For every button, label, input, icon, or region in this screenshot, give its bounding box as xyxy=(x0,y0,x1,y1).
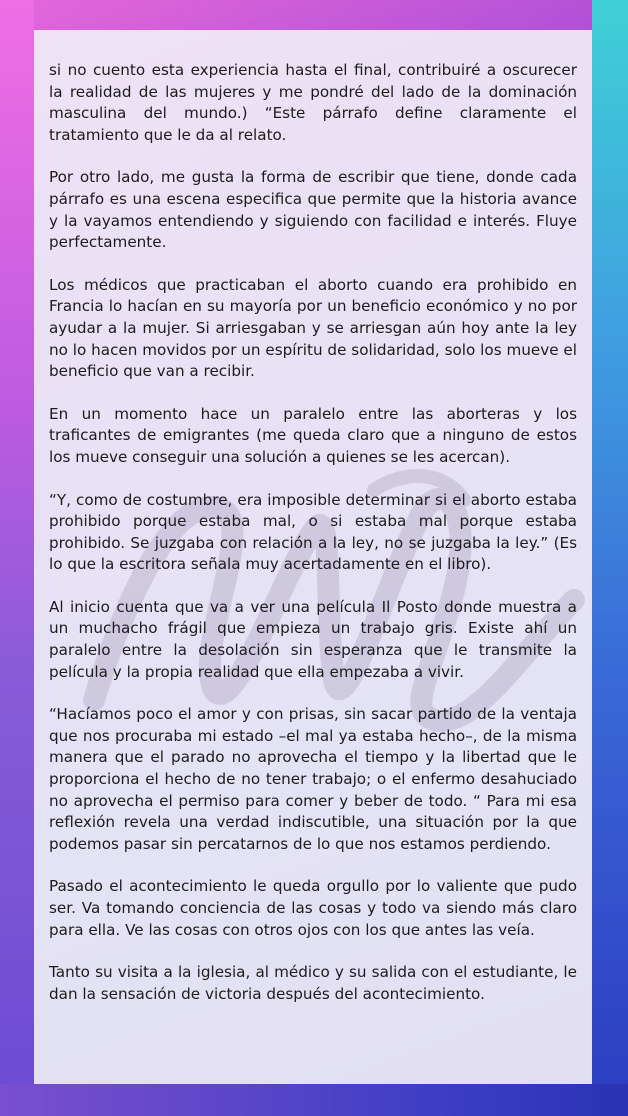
background-left-strip xyxy=(0,0,34,1116)
paragraph-5: “Y, como de costumbre, era imposible determinar si el aborto estaba prohibido porque estaba mal, o si estaba mal porque estaba prohibido. Se juzgaba con relación a la ley, no se juzgaba la ley.” (Es lo que la escritora señala muy acertadamente en el libro). xyxy=(49,490,577,574)
paragraph-7: “Hacíamos poco el amor y con prisas, sin sacar partido de la ventaja que nos procuraba mi estado –el mal ya estaba hecho–, de la misma manera que el parado no aprovecha el tiempo y la libertad que le proporciona el hecho de no tener trabajo; o el enfermo desahuciado no aprovecha el permiso para comer y beber de todo. “ Para mi esa reflexión revela una verdad indiscutible, una situación por la que podemos pasar sin percatarnos de lo que nos estamos perdiendo. xyxy=(49,705,577,853)
paragraph-1: si no cuento esta experiencia hasta el final, contribuiré a oscurecer la realidad de las mujeres y me pondré del lado de la dominación masculina del mundo.) “Este párrafo define claramente el tratamiento que le da al relato. xyxy=(49,61,577,144)
paragraph-2: Por otro lado, me gusta la forma de escribir que tiene, donde cada párrafo es una escena especifica que permite que la historia avance y la vayamos entendiendo y siguiendo con facilidad e interés. Fluye perfectamente. xyxy=(49,168,577,252)
paragraph-9: Tanto su visita a la iglesia, al médico y su salida con el estudiante, le dan la sensación de victoria después del acontecimiento. xyxy=(49,963,577,1003)
background-right-strip xyxy=(592,0,628,1116)
text-panel xyxy=(34,30,592,1084)
background-bottom-strip xyxy=(0,1084,628,1116)
paragraph-8: Pasado el acontecimiento le queda orgullo por lo valiente que pudo ser. Va tomando conciencia de las cosas y todo va siendo más claro para ella. Ve las cosas con otros ojos con los que antes las veía. xyxy=(49,877,577,939)
paragraph-4: En un momento hace un paralelo entre las aborteras y los traficantes de emigrantes (me queda claro que a ninguno de estos los mueve conseguir una solución a quienes se les acercan). xyxy=(49,404,577,466)
paragraph-6: Al inicio cuenta que va a ver una película Il Posto donde muestra a un muchacho frágil que empieza un trabajo gris. Existe ahí un paralelo entre la desolación sin esperanza que le transmite la película y la propia realidad que ella empezaba a vivir. xyxy=(49,597,577,681)
paragraph-3: Los médicos que practicaban el aborto cuando era prohibido en Francia lo hacían en su mayoría por un beneficio económico y no por ayudar a la mujer. Si arriesgaban y se arriesgan aún hoy ante la ley no lo hacen movidos por un espíritu de solidaridad, solo los mueve el beneficio que van a recibir. xyxy=(49,275,577,381)
